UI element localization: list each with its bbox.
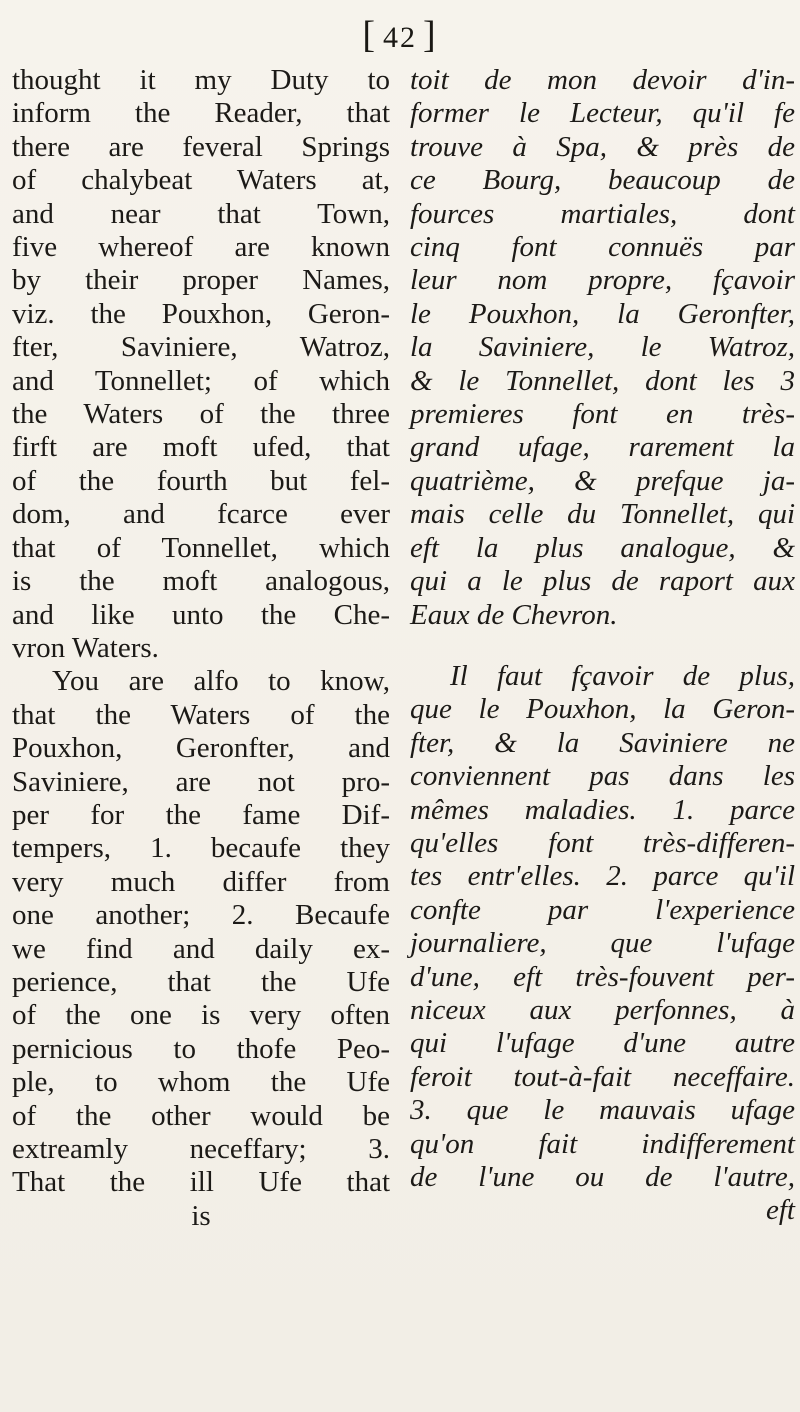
french-line: former le Lecteur, qu'il fe bbox=[410, 97, 795, 130]
french-line: niceux aux perfonnes, à bbox=[410, 993, 795, 1026]
french-line: toit de mon devoir d'in- bbox=[410, 64, 795, 96]
english-line: and Tonnellet; of which bbox=[12, 364, 390, 397]
french-line: qu'elles font très-differen- bbox=[410, 826, 795, 859]
english-line: That the ill Ufe that bbox=[12, 1166, 390, 1199]
header-right-bracket: ] bbox=[423, 14, 438, 56]
english-line: by their proper Names, bbox=[12, 264, 390, 297]
french-line: & le Tonnellet, dont les 3 bbox=[410, 364, 795, 397]
english-line: and near that Town, bbox=[12, 197, 390, 230]
english-line: Saviniere, are not pro- bbox=[12, 765, 390, 798]
english-line: viz. the Pouxhon, Geron- bbox=[12, 297, 390, 330]
french-line: premieres font en très- bbox=[410, 398, 795, 431]
english-line: firft are moft ufed, that bbox=[12, 431, 390, 464]
english-line: per for the fame Dif- bbox=[12, 798, 390, 831]
header-left-bracket: [ bbox=[362, 14, 377, 56]
french-line: qu'on fait indifferement bbox=[410, 1127, 795, 1160]
page-number: 42 bbox=[383, 21, 417, 54]
french-line: d'une, eft très-fouvent per- bbox=[410, 960, 795, 993]
french-line: qui l'ufage d'une autre bbox=[410, 1027, 795, 1060]
english-line: tempers, 1. becaufe they bbox=[12, 832, 390, 865]
french-line: journaliere, que l'ufage bbox=[410, 927, 795, 960]
english-line: Pouxhon, Geronfter, and bbox=[12, 732, 390, 765]
english-line: we find and daily ex- bbox=[12, 932, 390, 965]
french-line: la Saviniere, le Watroz, bbox=[410, 331, 795, 364]
english-line: of the one is very often bbox=[12, 999, 390, 1032]
french-line: trouve à Spa, & près de bbox=[410, 130, 795, 163]
english-line: You are alfo to know, bbox=[52, 665, 390, 698]
english-line: is the moft analogous, bbox=[12, 565, 390, 598]
english-line: very much differ from bbox=[12, 865, 390, 898]
french-line: fter, & la Saviniere ne bbox=[410, 726, 795, 759]
french-catchword: eft bbox=[766, 1194, 795, 1227]
french-line: fources martiales, dont bbox=[410, 197, 795, 230]
english-line: dom, and fcarce ever bbox=[12, 498, 390, 531]
english-line: extreamly neceffary; 3. bbox=[12, 1133, 390, 1165]
english-line: inform the Reader, that bbox=[12, 97, 390, 130]
french-line: leur nom propre, fçavoir bbox=[410, 264, 795, 297]
english-line: of the other would be bbox=[12, 1099, 390, 1132]
french-column bbox=[410, 64, 795, 1228]
french-line: Eaux de Chevron. bbox=[410, 598, 618, 631]
french-line: quatrième, & prefque ja- bbox=[410, 464, 795, 497]
french-line: 3. que le mauvais ufage bbox=[410, 1094, 795, 1127]
french-line: ce Bourg, beaucoup de bbox=[410, 164, 795, 197]
french-line: confte par l'experience bbox=[410, 893, 795, 926]
english-line: one another; 2. Becaufe bbox=[12, 899, 390, 932]
english-line: thought it my Duty to bbox=[12, 64, 390, 96]
english-line: five whereof are known bbox=[12, 231, 390, 264]
french-line: que le Pouxhon, la Geron- bbox=[410, 693, 795, 726]
french-line: feroit tout-à-fait neceffaire. bbox=[410, 1060, 795, 1093]
english-line: of chalybeat Waters at, bbox=[12, 164, 390, 197]
english-line: there are feveral Springs bbox=[12, 130, 390, 163]
french-line: mêmes maladies. 1. parce bbox=[410, 793, 795, 826]
french-line: grand ufage, rarement la bbox=[410, 431, 795, 464]
english-line: fter, Saviniere, Watroz, bbox=[12, 331, 390, 364]
french-line: eft la plus analogue, & bbox=[410, 531, 795, 564]
english-line: that the Waters of the bbox=[12, 698, 390, 731]
english-line: the Waters of the three bbox=[12, 398, 390, 431]
french-line: le Pouxhon, la Geronfter, bbox=[410, 297, 795, 330]
french-line: conviennent pas dans les bbox=[410, 760, 795, 793]
english-line: of the fourth but fel- bbox=[12, 464, 390, 497]
french-line: tes entr'elles. 2. parce qu'il bbox=[410, 860, 795, 893]
english-column bbox=[12, 64, 390, 1233]
french-line: qui a le plus de raport aux bbox=[410, 565, 795, 598]
french-line: cinq font connuës par bbox=[410, 231, 795, 264]
english-line: pernicious to thofe Peo- bbox=[12, 1032, 390, 1065]
page-header bbox=[0, 12, 800, 61]
english-catchword: is bbox=[191, 1199, 211, 1232]
paragraph-gap bbox=[410, 632, 795, 660]
english-line: perience, that the Ufe bbox=[12, 965, 390, 998]
french-line: Il faut fçavoir de plus, bbox=[450, 659, 795, 692]
english-line: ple, to whom the Ufe bbox=[12, 1066, 390, 1099]
english-line: vron Waters. bbox=[12, 631, 159, 664]
english-line: that of Tonnellet, which bbox=[12, 531, 390, 564]
english-line: and like unto the Che- bbox=[12, 598, 390, 631]
french-line: de l'une ou de l'autre, bbox=[410, 1161, 795, 1193]
french-line: mais celle du Tonnellet, qui bbox=[410, 498, 795, 531]
